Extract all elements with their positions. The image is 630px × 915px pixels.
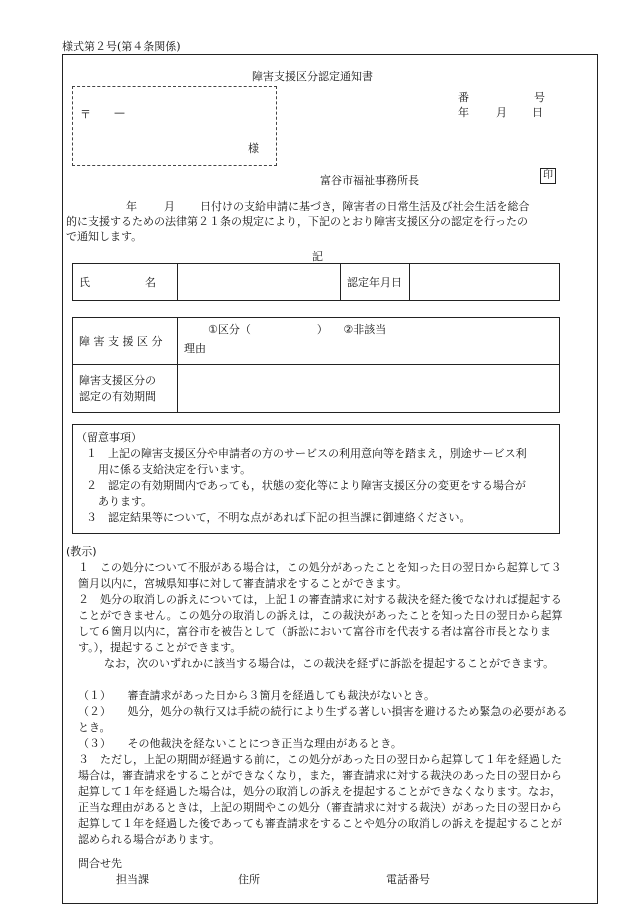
- note-2-line-a: ２ 認定の有効期間内であっても，状態の変化等により障害支援区分の変更をする場合が: [86, 479, 526, 492]
- reason-label: 理由: [178, 340, 560, 365]
- intro-line-3: で通知します。: [66, 230, 143, 243]
- notes-heading: （留意事項）: [76, 431, 142, 444]
- certified-date-label: 認定年月日: [341, 264, 410, 301]
- recipient-address-box: [72, 86, 277, 166]
- postal-dash: —: [114, 106, 125, 119]
- instruction-item-1: １ この処分について不服がある場合は，この処分があったことを知った日の翌日から起算して３箇月以内に，宮城県知事に対して審査請求をすることができます。: [78, 561, 562, 590]
- page-title: 障害支援区分認定通知書: [252, 70, 373, 83]
- name-date-table: [72, 263, 560, 301]
- validity-label-line-2: 認定の有効期間: [79, 389, 156, 403]
- date-year: 年: [458, 106, 469, 119]
- ki-label: 記: [312, 250, 323, 263]
- instruction-case-1: （１） 審査請求があった日から３箇月を経過しても裁決がないとき。: [78, 689, 435, 702]
- number-label: 番: [458, 91, 469, 104]
- note-1-line-a: １ 上記の障害支援区分や申請者の方のサービスの利用意向等を踏まえ，別途サービス利: [86, 447, 527, 460]
- postal-mark: 〒: [80, 108, 91, 121]
- contact-address: 住所: [238, 873, 260, 886]
- date-day: 日: [532, 106, 543, 119]
- note-2-line-b: あります。: [98, 495, 153, 508]
- category-options: [178, 318, 560, 341]
- contact-phone: 電話番号: [386, 873, 430, 886]
- note-3: ３ 認定結果等について，不明な点があれば下記の担当課に御連絡ください。: [86, 511, 471, 524]
- contact-department: 担当課: [116, 873, 149, 886]
- number-suffix: 号: [534, 91, 545, 104]
- instruction-heading: (教示): [66, 545, 97, 558]
- issuer-name: 富谷市福祉事務所長: [320, 174, 419, 187]
- category-label: 障 害 支 援 区 分: [73, 318, 178, 365]
- name-value: [178, 264, 341, 301]
- name-label: 氏 名: [73, 264, 178, 301]
- intro-month: 月: [164, 200, 175, 213]
- instruction-item-3: ３ ただし，上記の期間が経過する前に，この処分があった日の翌日から起算して１年を経過した場合は，審査請求をすることができなくなり，また，審査請求に対する裁決のあった日の翌日から起算して１年を経過した場合は，処分の取消しの訴えを提起することができなくなります。なお，正当な理由があるときは，上記の期間やこの処分（審査請求に対する裁決）があった日の翌日から起算して１年を経過した後であっても審査請求をすることや処分の取消しの訴えを提起することが認められる場合があります。: [78, 753, 562, 846]
- certified-date-value: [410, 264, 560, 301]
- instruction-item-2b: なお，次のいずれかに該当する場合は，この裁決を経ずに訴訟を提起することができます。: [104, 657, 555, 670]
- note-1-line-b: 用に係る支給決定を行います。: [98, 463, 252, 476]
- option-category: ①区分（ ）: [208, 323, 328, 337]
- recipient-honorific: 様: [248, 142, 259, 155]
- intro-year: 年: [126, 200, 137, 213]
- category-table: [72, 317, 560, 413]
- form-number: 様式第２号(第４条関係): [62, 40, 181, 53]
- validity-label: [73, 365, 178, 413]
- intro-line-2: 的に支援するための法律第２１条の規定により，下記のとおり障害支援区分の認定を行ったの: [66, 215, 528, 228]
- validity-value: [178, 365, 560, 413]
- seal-mark: 印: [540, 168, 556, 184]
- instruction-case-3: （３） その他裁決を経ないことにつき正当な理由があるとき。: [78, 737, 402, 750]
- instruction-item-2: ２ 処分の取消しの訴えについては，上記１の審査請求に対する裁決を経た後でなければ提起することができません。この処分の取消しの訴えは，この裁決があったことを知った日の翌日から起算して６箇月以内に，富谷市を被告として（訴訟において富谷市を代表する者は富谷市長となります。），提起することができます。: [78, 593, 563, 654]
- date-month: 月: [496, 106, 507, 119]
- instruction-case-2: （２） 処分，処分の執行又は手続の続行により生ずる著しい損害を避けるため緊急の必要があるとき。: [78, 705, 568, 734]
- contact-heading: 問合せ先: [78, 857, 122, 870]
- validity-label-line-1: 障害支援区分の: [79, 373, 156, 387]
- option-not-applicable: ②非該当: [343, 323, 387, 337]
- intro-line-1: 日付けの支給申請に基づき，障害者の日常生活及び社会生活を総合: [200, 200, 530, 213]
